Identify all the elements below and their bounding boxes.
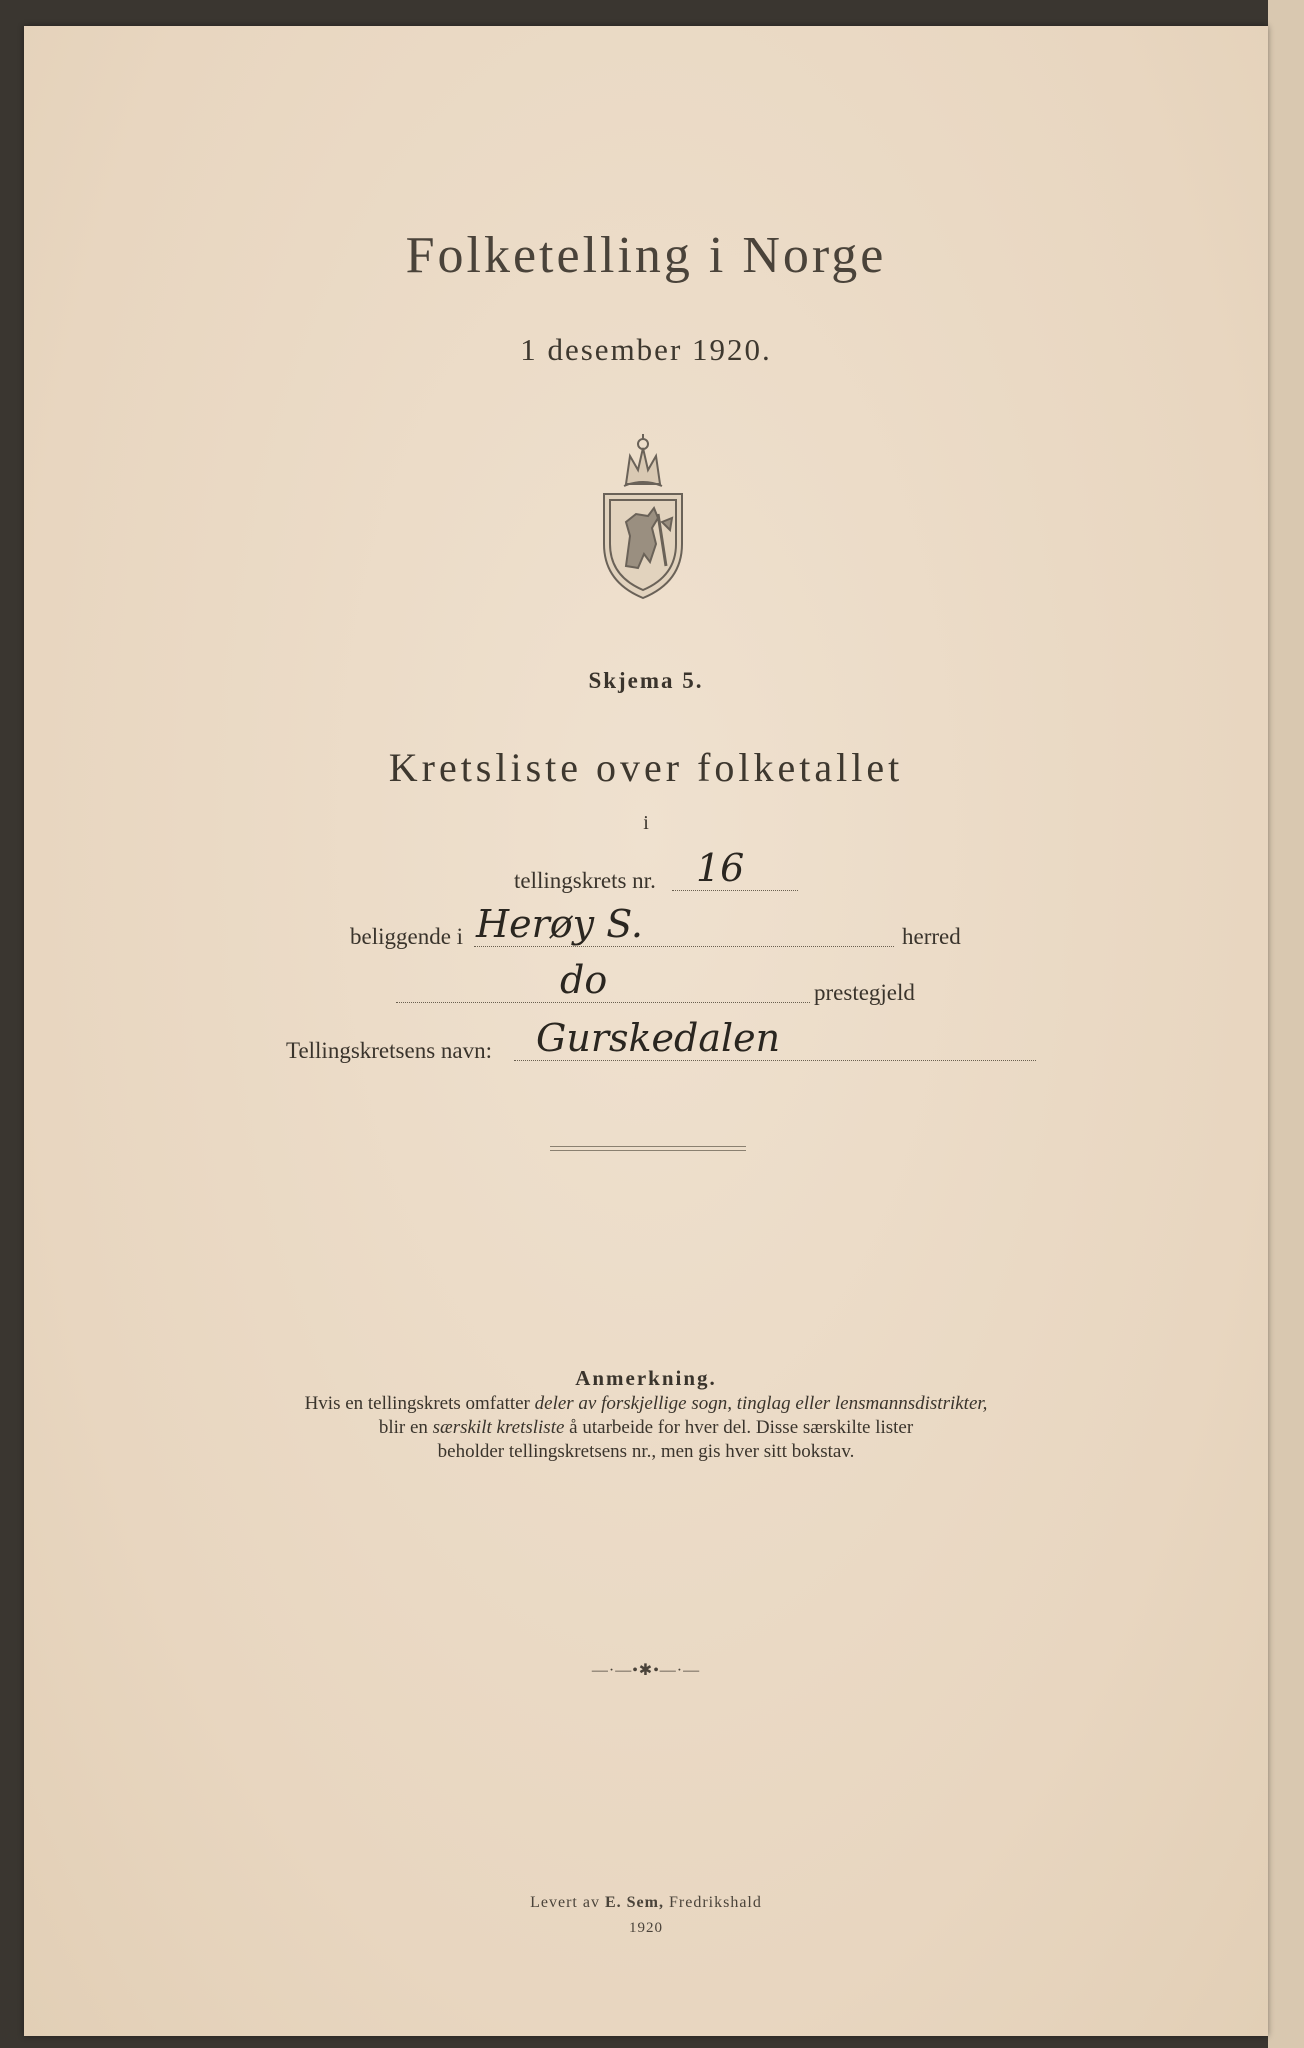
norwegian-coat-of-arms-icon [596,426,690,602]
preposition-i: i [643,812,649,834]
herred-value: Herøy S. [476,902,643,946]
tellingskrets-navn-value: Gurskedalen [536,1016,781,1060]
navn-dotted-line [514,1060,1036,1061]
census-date: 1 desember 1920. [520,332,772,367]
note-line-2: blir en særskilt kretsliste å utarbeide for hver del. Disse særskilte lister [378,1417,914,1438]
note-line-1: Hvis en tellingskrets omfatter deler av forskjellige sogn, tinglag eller lensmannsdistrikter, [304,1393,988,1414]
prestegjeld-dotted-line [396,1002,810,1003]
tellingskrets-label: tellingskrets nr. [514,868,656,893]
ornament-divider: —·—•✱•—·— [591,1662,701,1679]
tellingskrets-navn-label: Tellingskretsens navn: [286,1038,492,1063]
tellingskrets-number: 16 [696,846,745,890]
note-line-3: beholder tellingskretsens nr., men gis hver sitt bokstav. [437,1441,855,1462]
schema-number: Skjema 5. [588,668,704,693]
printer-credit: Levert av E. Sem, Fredrikshald [530,1894,762,1911]
form-subtitle: Kretsliste over folketallet [388,745,904,790]
note-heading: Anmerkning. [575,1366,717,1390]
beliggende-label: beliggende i [350,924,464,949]
page-title: Folketelling i Norge [405,227,887,284]
herred-dotted-line [474,946,894,947]
prestegjeld-value: do [560,958,608,1002]
section-divider-2 [550,1150,746,1151]
printer-year: 1920 [629,1920,663,1936]
section-divider [550,1146,746,1147]
page-edge [1268,0,1304,2048]
census-form-page [24,26,1268,2036]
tellingskrets-dotted-line [672,890,798,891]
prestegjeld-label: prestegjeld [814,980,915,1005]
herred-label: herred [902,924,961,949]
